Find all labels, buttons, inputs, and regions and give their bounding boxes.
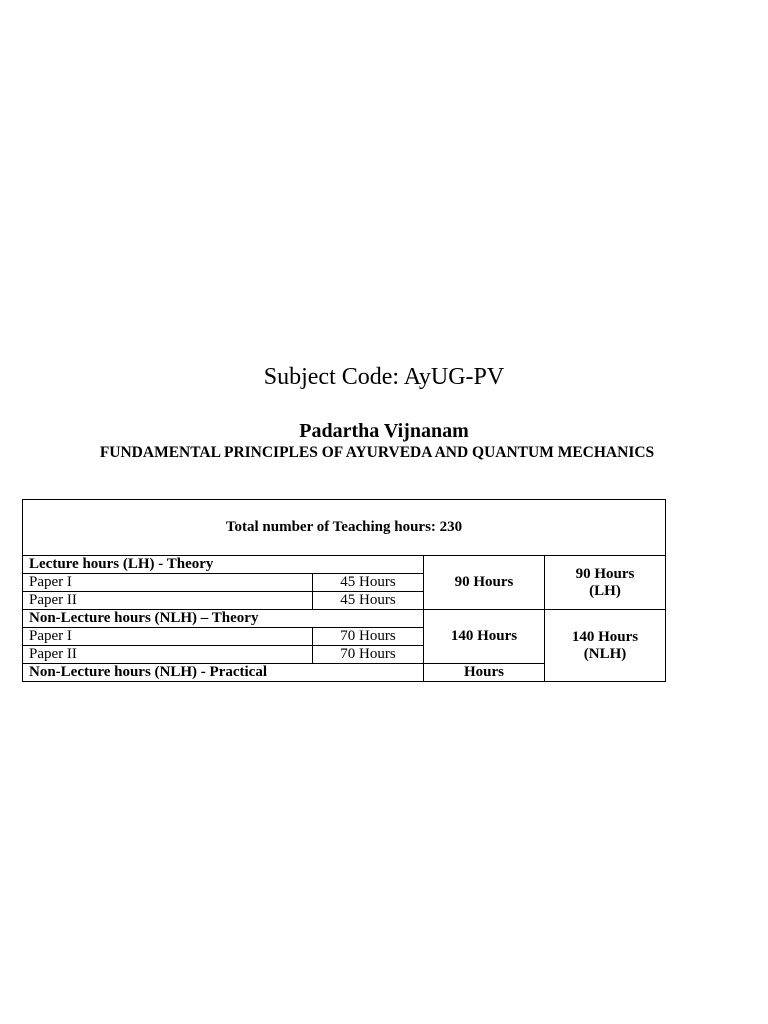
row-value: 45 Hours bbox=[313, 574, 424, 592]
lecture-hours-heading: Lecture hours (LH) - Theory bbox=[23, 556, 424, 574]
row-label: Paper II bbox=[23, 646, 313, 664]
lecture-subtotal: 90 Hours bbox=[424, 556, 545, 610]
table-row bbox=[23, 556, 666, 574]
page-subtitle: FUNDAMENTAL PRINCIPLES OF AYURVEDA AND QUANTUM MECHANICS bbox=[99, 444, 655, 461]
non-lecture-total bbox=[545, 610, 666, 682]
table-row bbox=[23, 500, 666, 556]
row-value: 70 Hours bbox=[313, 628, 424, 646]
lecture-total bbox=[545, 556, 666, 610]
table-row bbox=[23, 610, 666, 628]
subject-code: Subject Code: AyUG-PV bbox=[263, 364, 505, 390]
total-teaching-hours: Total number of Teaching hours: 230 bbox=[23, 500, 666, 556]
non-lecture-total-hours: 140 Hours bbox=[571, 628, 639, 645]
row-label: Paper I bbox=[23, 574, 313, 592]
row-label: Paper I bbox=[23, 628, 313, 646]
lecture-total-hours: 90 Hours bbox=[575, 565, 635, 582]
row-value: 45 Hours bbox=[313, 592, 424, 610]
page-title: Padartha Vijnanam bbox=[299, 420, 469, 442]
non-lecture-total-abbr: (NLH) bbox=[583, 645, 627, 662]
non-lecture-subtotal: 140 Hours bbox=[424, 610, 545, 664]
teaching-hours-table bbox=[22, 499, 666, 682]
row-value: 70 Hours bbox=[313, 646, 424, 664]
practical-hours-value: Hours bbox=[424, 664, 545, 682]
row-label: Paper II bbox=[23, 592, 313, 610]
lecture-total-abbr: (LH) bbox=[589, 582, 621, 599]
non-lecture-hours-heading: Non-Lecture hours (NLH) – Theory bbox=[23, 610, 424, 628]
practical-hours-heading: Non-Lecture hours (NLH) - Practical bbox=[23, 664, 424, 682]
